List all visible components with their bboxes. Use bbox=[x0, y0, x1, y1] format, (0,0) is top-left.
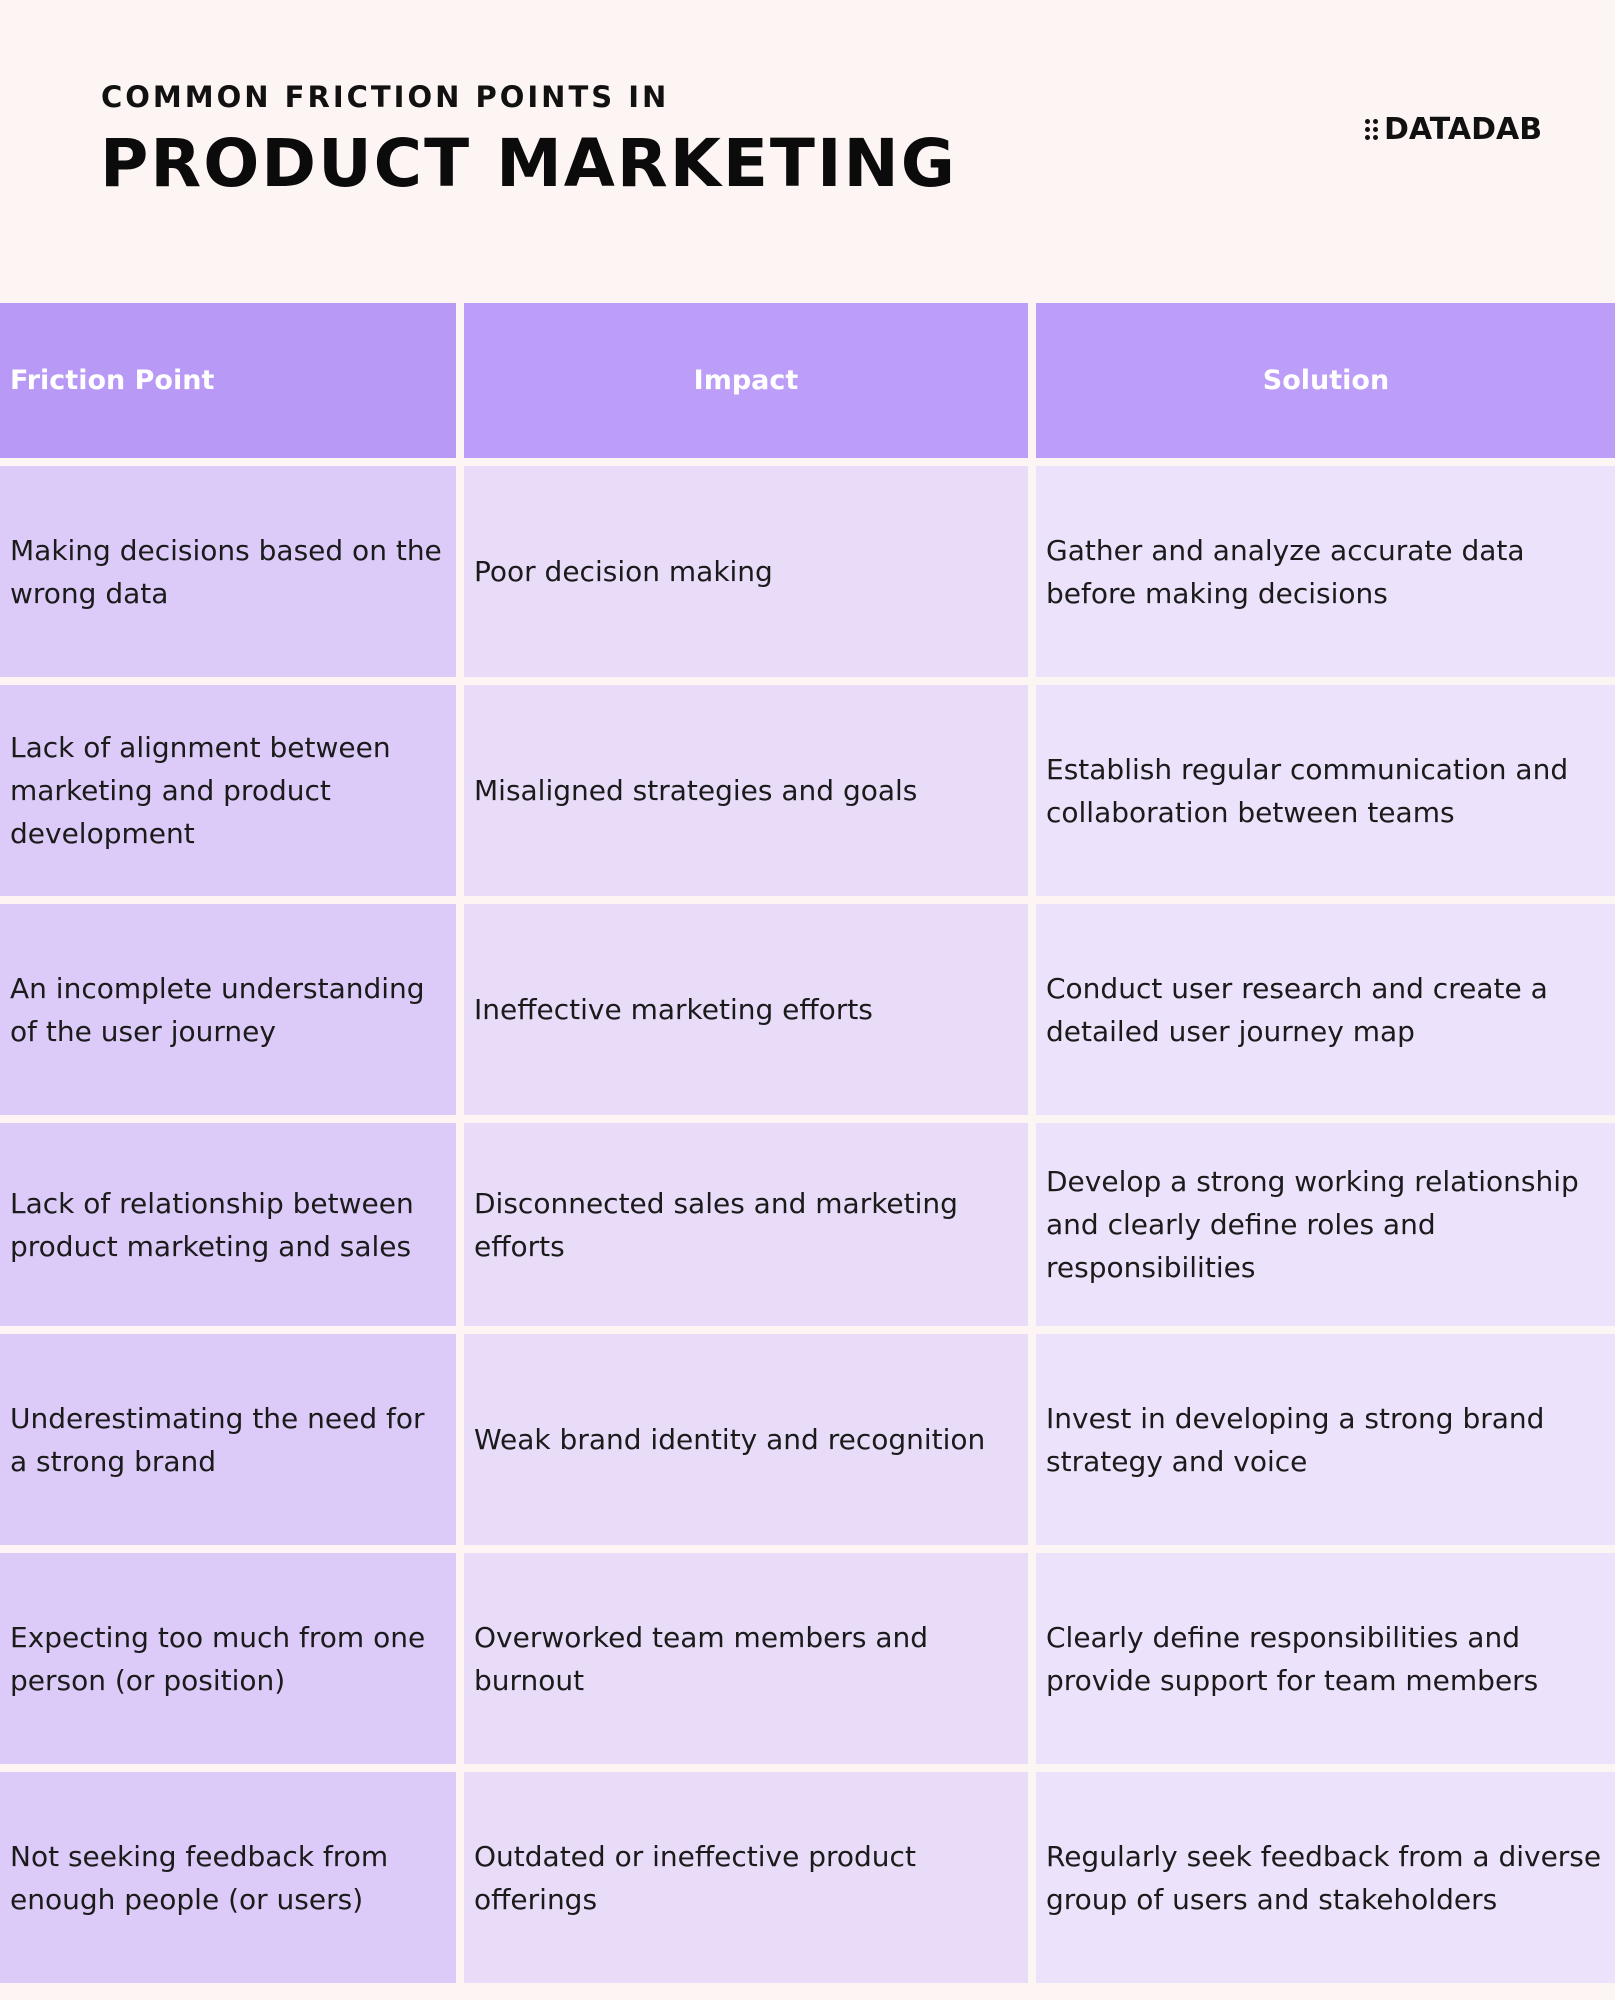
solution-cell bbox=[1036, 1334, 1615, 1545]
page-header bbox=[0, 0, 1615, 300]
dots-logo-icon bbox=[1365, 119, 1378, 140]
impact-cell bbox=[464, 1553, 1028, 1764]
impact-cell bbox=[464, 1334, 1028, 1545]
cell-text: Not seeking feedback from enough people (or users) bbox=[10, 1839, 389, 1916]
solution-cell bbox=[1036, 685, 1615, 896]
friction-point-cell bbox=[0, 685, 456, 896]
solution-cell bbox=[1036, 466, 1615, 677]
cell-text: Weak brand identity and recognition bbox=[474, 1423, 986, 1456]
friction-point-cell bbox=[0, 1772, 456, 1983]
column-header-solution: Solution bbox=[1036, 303, 1615, 458]
cell-text: Disconnected sales and marketing efforts bbox=[474, 1186, 958, 1263]
column-header-friction-point: Friction Point bbox=[0, 303, 456, 458]
friction-point-cell bbox=[0, 466, 456, 677]
column-header-impact: Impact bbox=[464, 303, 1028, 458]
impact-cell bbox=[464, 466, 1028, 677]
impact-cell bbox=[464, 1123, 1028, 1326]
cell-text: Misaligned strategies and goals bbox=[474, 774, 918, 807]
cell-text: Conduct user research and create a detailed user journey map bbox=[1046, 971, 1548, 1048]
friction-point-cell bbox=[0, 1123, 456, 1326]
solution-cell bbox=[1036, 1123, 1615, 1326]
cell-text: Regularly seek feedback from a diverse group of users and stakeholders bbox=[1046, 1839, 1602, 1916]
impact-cell bbox=[464, 904, 1028, 1115]
cell-text: Establish regular communication and collaboration between teams bbox=[1046, 752, 1569, 829]
cell-text: Clearly define responsibilities and provide support for team members bbox=[1046, 1620, 1539, 1697]
cell-text: Gather and analyze accurate data before making decisions bbox=[1046, 533, 1525, 610]
cell-text: Making decisions based on the wrong data bbox=[10, 533, 442, 610]
page-kicker: COMMON FRICTION POINTS IN bbox=[101, 80, 670, 114]
logo-text: DATADAB bbox=[1384, 112, 1543, 147]
solution-cell bbox=[1036, 1772, 1615, 1983]
cell-text: Ineffective marketing efforts bbox=[474, 993, 873, 1026]
friction-point-cell bbox=[0, 1334, 456, 1545]
cell-text: Develop a strong working relationship and clearly define roles and responsibilities bbox=[1046, 1165, 1579, 1284]
brand-logo bbox=[1365, 112, 1542, 147]
impact-cell bbox=[464, 1772, 1028, 1983]
cell-text: Underestimating the need for a strong brand bbox=[10, 1401, 425, 1478]
cell-text: Lack of alignment between marketing and product development bbox=[10, 731, 391, 850]
impact-cell bbox=[464, 685, 1028, 896]
page-title: PRODUCT MARKETING bbox=[100, 125, 957, 202]
friction-point-cell bbox=[0, 1553, 456, 1764]
cell-text: Overworked team members and burnout bbox=[474, 1620, 929, 1697]
cell-text: Lack of relationship between product marketing and sales bbox=[10, 1186, 414, 1263]
solution-cell bbox=[1036, 904, 1615, 1115]
cell-text: An incomplete understanding of the user journey bbox=[10, 971, 425, 1048]
cell-text: Outdated or ineffective product offerings bbox=[474, 1839, 916, 1916]
friction-table bbox=[0, 303, 1615, 1983]
cell-text: Poor decision making bbox=[474, 555, 773, 588]
friction-point-cell bbox=[0, 904, 456, 1115]
cell-text: Invest in developing a strong brand strategy and voice bbox=[1046, 1401, 1545, 1478]
cell-text: Expecting too much from one person (or position) bbox=[10, 1620, 426, 1697]
solution-cell bbox=[1036, 1553, 1615, 1764]
